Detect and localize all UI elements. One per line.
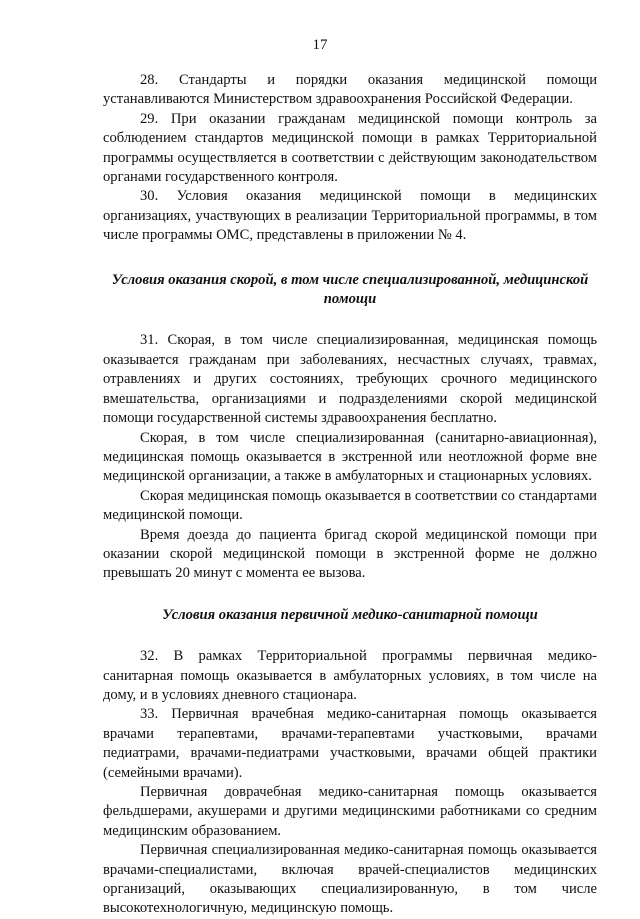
section-heading-emergency-care: Условия оказания скорой, в том числе специализированной, медицинской помощи xyxy=(111,271,589,308)
paragraph-31-arrival-time: Время доезда до пациента бригад скорой медицинской помощи при оказании скорой медицинской помощи в экстренной форме не должно превышать 20 минут с момента ее вызова. xyxy=(103,526,597,582)
paragraph-29: 29. При оказании гражданам медицинской помощи контроль за соблюдением стандартов медицинской помощи в рамках Территориальной программы осуществляется в соответствии с действующим законодательством органами государственного контроля. xyxy=(103,110,597,186)
paragraph-33-pre-doctor: Первичная доврачебная медико-санитарная помощь оказывается фельдшерами, акушерами и другими медицинскими работниками со средним медицинским образованием. xyxy=(103,784,597,839)
paragraph-28: 28. Стандарты и порядки оказания медицинской помощи устанавливаются Министерством здравоохранения Российской Федерации. xyxy=(103,72,597,108)
paragraph-30: 30. Условия оказания медицинской помощи в медицинских организациях, участвующих в реализации Территориальной программы, в том числе программы ОМС, представлены в приложении № 4. xyxy=(103,188,597,244)
document-body xyxy=(103,71,597,919)
paragraph-33-specialized: Первичная специализированная медико-санитарная помощь оказывается врачами-специалистами, включая врачей-специалистов медицинских организаций, оказывающих специализированную, в том числе высокотехнологичную, медицинскую помощь. xyxy=(103,842,597,917)
paragraph-31-standards: Скорая медицинская помощь оказывается в соответствии со стандартами медицинской помощи. xyxy=(103,487,597,524)
paragraph-31-air-ambulance: Скорая, в том числе специализированная (санитарно-авиационная), медицинская помощь оказывается в экстренной или неотложной форме вне медицинской организации, а также в амбулаторных и стационарных условиях. xyxy=(103,429,597,485)
paragraph-31: 31. Скорая, в том числе специализированная, медицинская помощь оказывается гражданам при заболеваниях, несчастных случаях, травмах, отравлениях и других состояниях, требующих срочного медицинского вмешательства, организациями и подразделениями скорой медицинской помощи государственной системы здравоохранения бесплатно. xyxy=(103,332,597,427)
section-heading-primary-care: Условия оказания первичной медико-санитарной помощи xyxy=(162,606,538,623)
page-number: 17 xyxy=(312,37,328,53)
paragraph-33: 33. Первичная врачебная медико-санитарная помощь оказывается врачами терапевтами, врачами-терапевтами участковыми, врачами педиатрами, врачами-педиатрами участковыми, врачами общей практики (семейными врачами). xyxy=(103,706,597,781)
paragraph-32: 32. В рамках Территориальной программы первичная медико-санитарная помощь оказывается в амбулаторных условиях, в том числе на дому, и в условиях дневного стационара. xyxy=(103,648,597,703)
